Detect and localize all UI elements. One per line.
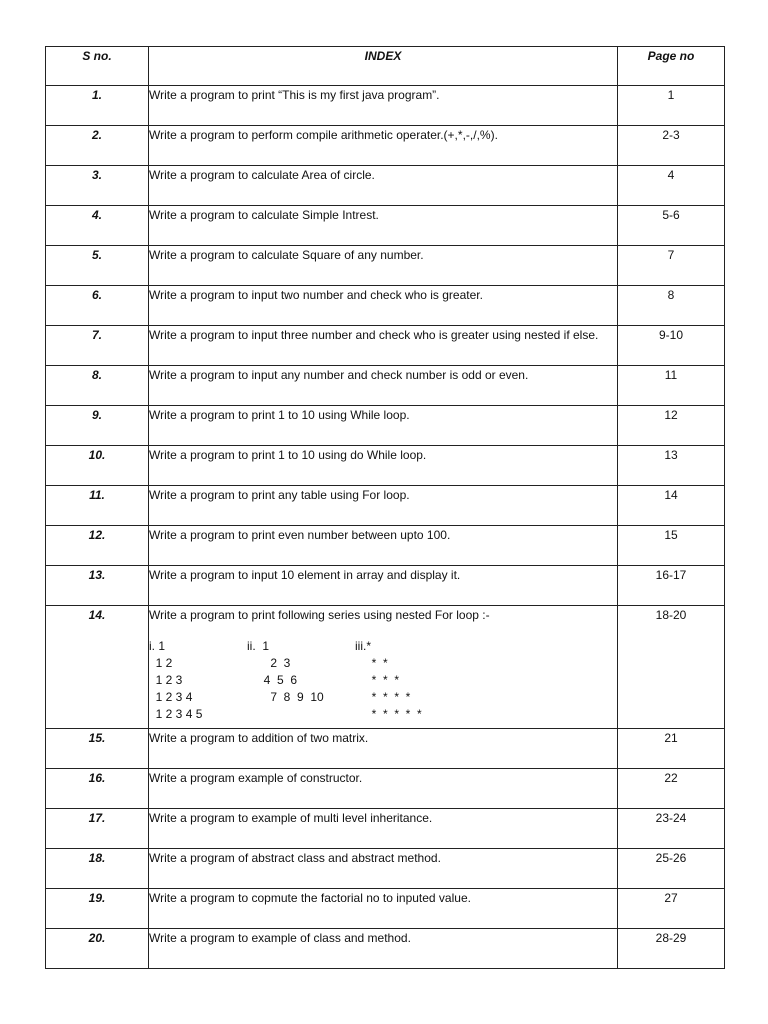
series-pattern-iii: iii.* * * * * * * * * * * * * * * [355,639,422,721]
row-page: 14 [618,486,725,526]
row-title: Write a program to print 1 to 10 using While loop. [149,406,618,446]
row-sno: 2. [46,126,149,166]
row-title: Write a program to print 1 to 10 using do While loop. [149,446,618,486]
table-row [46,526,725,566]
row-sno: 3. [46,166,149,206]
row-sno: 5. [46,246,149,286]
row-page: 13 [618,446,725,486]
row-sno: 19. [46,889,149,929]
row-page: 22 [618,769,725,809]
row-title: Write a program example of constructor. [149,769,618,809]
row-page: 27 [618,889,725,929]
series-pattern-ii: ii. 1 2 3 4 5 6 7 8 9 10 [247,639,324,704]
table-row [46,86,725,126]
header-row [46,47,725,86]
row-sno: 12. [46,526,149,566]
row-sno: 4. [46,206,149,246]
row-title: Write a program to input any number and check number is odd or even. [149,366,618,406]
row-sno: 1. [46,86,149,126]
row-sno: 10. [46,446,149,486]
row-sno: 9. [46,406,149,446]
row-title: Write a program to input two number and check who is greater. [149,286,618,326]
row-page: 4 [618,166,725,206]
row-page: 28-29 [618,929,725,969]
row-title: Write a program to calculate Simple Intrest. [149,206,618,246]
row-title: Write a program to example of multi level inheritance. [149,809,618,849]
row-sno: 14. [46,606,149,729]
row-sno: 7. [46,326,149,366]
row-title: Write a program to addition of two matrix. [149,729,618,769]
row-page: 2-3 [618,126,725,166]
table-row [46,929,725,969]
index-table [45,46,725,969]
row-page: 15 [618,526,725,566]
row-sno: 16. [46,769,149,809]
table-row [46,166,725,206]
row-title-series [149,606,618,729]
row-page: 21 [618,729,725,769]
row-title: Write a program to calculate Area of circle. [149,166,618,206]
table-row [46,366,725,406]
row-title: Write a program to print following series using nested For loop :- [149,608,490,622]
row-sno: 13. [46,566,149,606]
header-page: Page no [618,47,725,86]
row-page: 16-17 [618,566,725,606]
row-page: 1 [618,86,725,126]
row-sno: 20. [46,929,149,969]
table-row [46,729,725,769]
row-title: Write a program to copmute the factorial no to inputed value. [149,889,618,929]
row-page: 25-26 [618,849,725,889]
header-title: INDEX [149,47,618,86]
header-sno: S no. [46,47,149,86]
table-row [46,889,725,929]
table-row [46,446,725,486]
row-page: 11 [618,366,725,406]
table-row [46,406,725,446]
row-page: 18-20 [618,606,725,729]
table-row [46,809,725,849]
row-title: Write a program to example of class and method. [149,929,618,969]
table-row [46,566,725,606]
table-row [46,769,725,809]
row-page: 5-6 [618,206,725,246]
table-row [46,206,725,246]
row-title: Write a program to print any table using For loop. [149,486,618,526]
row-sno: 18. [46,849,149,889]
row-sno: 17. [46,809,149,849]
table-row [46,286,725,326]
series-pattern-i: i. 1 1 2 1 2 3 1 2 3 4 1 2 3 4 5 [149,639,203,721]
row-page: 23-24 [618,809,725,849]
row-sno: 6. [46,286,149,326]
row-page: 8 [618,286,725,326]
row-title: Write a program to calculate Square of any number. [149,246,618,286]
row-page: 12 [618,406,725,446]
table-row [46,606,725,729]
row-sno: 15. [46,729,149,769]
table-row [46,126,725,166]
row-title: Write a program to input 10 element in array and display it. [149,566,618,606]
table-row [46,849,725,889]
row-sno: 11. [46,486,149,526]
series-examples [149,638,617,728]
row-title: Write a program to perform compile arithmetic operater.(+,*,-,/,%). [149,126,618,166]
table-row [46,326,725,366]
row-title: Write a program to input three number and check who is greater using nested if else. [149,326,618,366]
table-row [46,486,725,526]
row-title: Write a program to print even number between upto 100. [149,526,618,566]
row-title: Write a program of abstract class and abstract method. [149,849,618,889]
row-page: 7 [618,246,725,286]
row-sno: 8. [46,366,149,406]
table-row [46,246,725,286]
row-page: 9-10 [618,326,725,366]
row-title: Write a program to print “This is my first java program”. [149,86,618,126]
